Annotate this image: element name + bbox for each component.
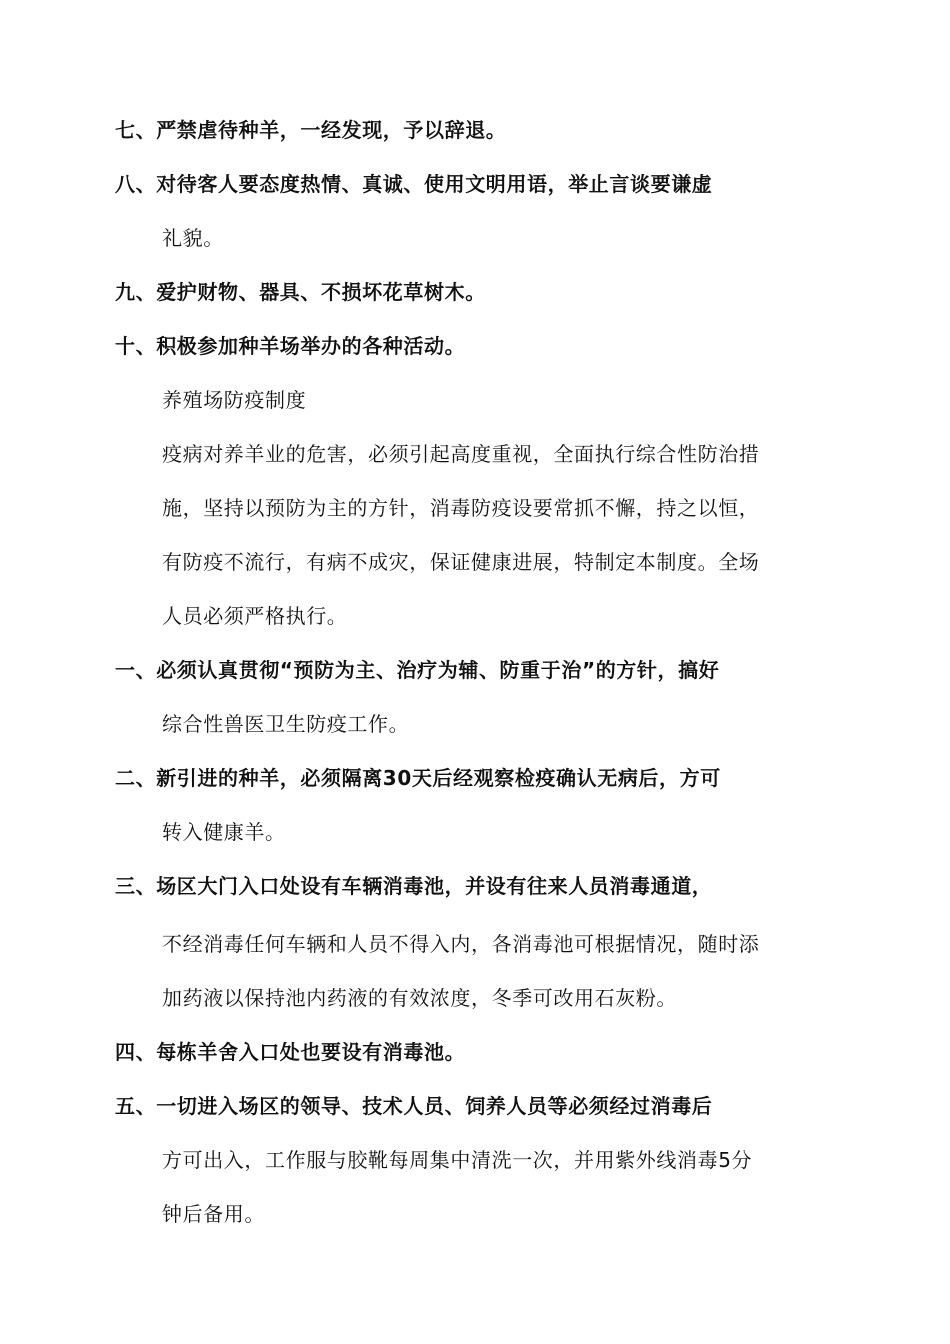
rule-item-9: 九、爱护财物、器具、不损坏花草树木。: [115, 280, 486, 304]
rule-item-8-continued: 礼貌。: [162, 226, 224, 250]
policy-item-1-continued: 综合性兽医卫生防疫工作。: [162, 712, 410, 736]
intro-paragraph-line-2: 施，坚持以预防为主的方针，消毒防疫设要常抓不懈，持之以恒，: [162, 496, 760, 520]
policy-item-5: 五、一切进入场区的领导、技术人员、饲养人员等必须经过消毒后: [115, 1094, 713, 1118]
rule-item-8: 八、对待客人要态度热情、真诚、使用文明用语，举止言谈要谦虚: [115, 172, 713, 196]
intro-paragraph-line-3: 有防疫不流行，有病不成灾，保证健康进展，特制定本制度。全场: [162, 550, 760, 574]
rule-item-7: 七、严禁虐待种羊，一经发现，予以辞退。: [115, 118, 507, 142]
rule-item-10: 十、积极参加种羊场举办的各种活动。: [115, 334, 466, 358]
policy-item-1: 一、必须认真贯彻“预防为主、治疗为辅、防重于治”的方针，搞好: [115, 658, 720, 682]
policy-item-4: 四、每栋羊舍入口处也要设有消毒池。: [115, 1040, 466, 1064]
intro-paragraph-line-1: 疫病对养羊业的危害，必须引起高度重视，全面执行综合性防治措: [162, 442, 760, 466]
policy-item-3-continued-2: 加药液以保持池内药液的有效浓度，冬季可改用石灰粉。: [162, 986, 677, 1010]
policy-item-3-continued-1: 不经消毒任何车辆和人员不得入内，各消毒池可根据情况，随时添: [162, 932, 760, 956]
policy-item-5-continued-1: 方可出入，工作服与胶靴每周集中清洗一次，并用紫外线消毒5分: [162, 1148, 753, 1172]
policy-item-2: 二、新引进的种羊，必须隔离30天后经观察检疫确认无病后，方可: [115, 766, 721, 790]
policy-item-2-continued: 转入健康羊。: [162, 820, 286, 844]
policy-item-5-continued-2: 钟后备用。: [162, 1202, 265, 1226]
intro-paragraph-line-4: 人员必须严格执行。: [162, 604, 348, 628]
policy-item-3: 三、场区大门入口处设有车辆消毒池，并设有往来人员消毒通道，: [115, 874, 713, 898]
section-heading: 养殖场防疫制度: [162, 388, 307, 412]
